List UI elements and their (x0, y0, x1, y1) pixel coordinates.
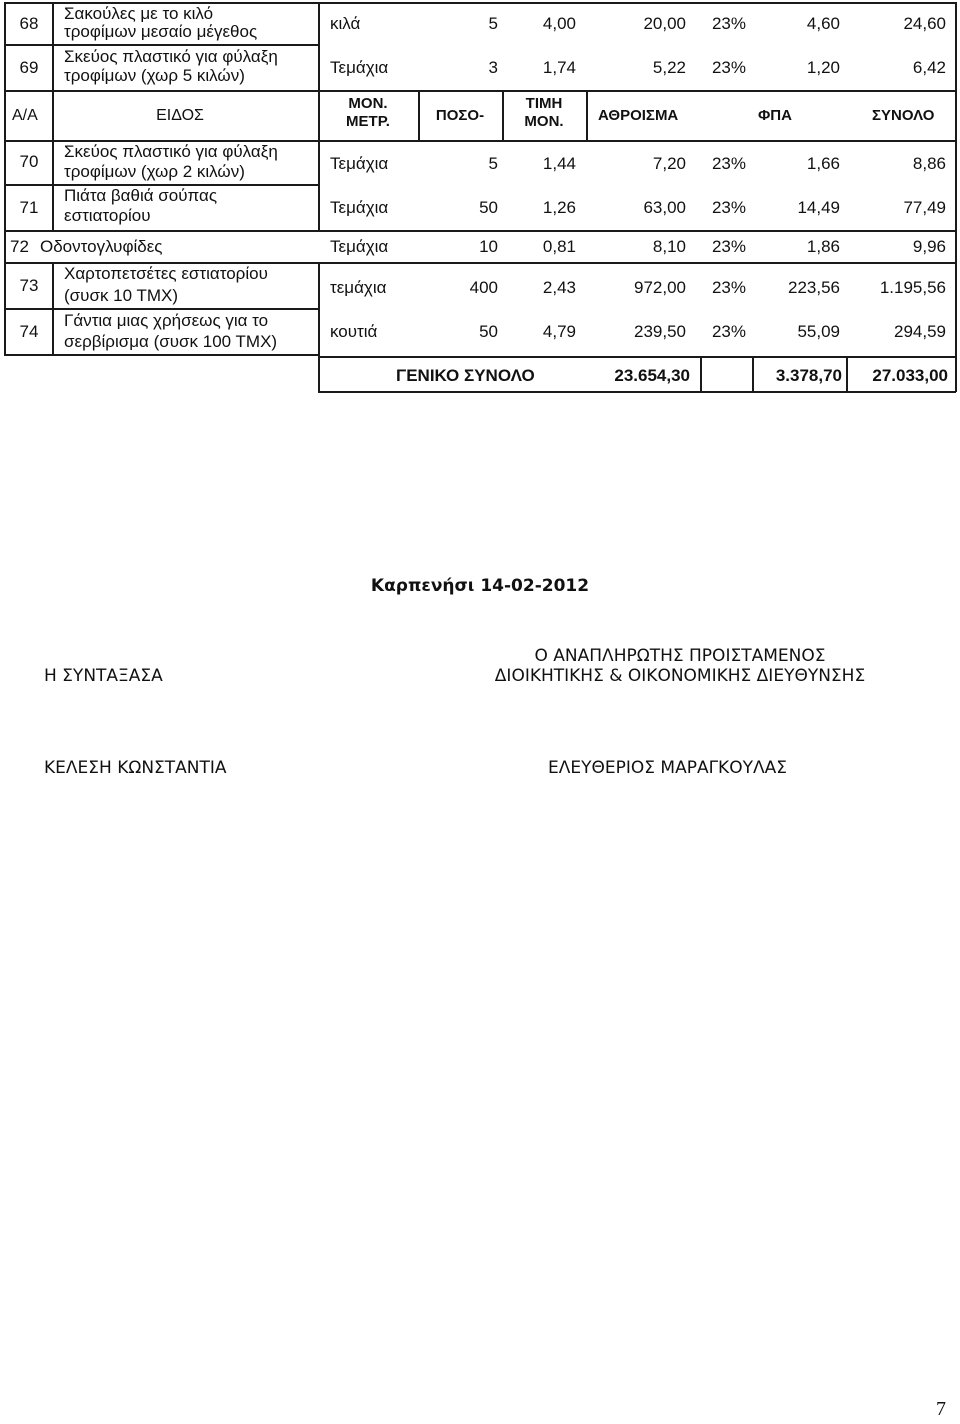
item-description: Οδοντογλυφίδες (40, 237, 163, 256)
vat-amount: 1,86 (806, 237, 840, 256)
unit: Τεμάχια (330, 154, 389, 173)
unit: κουτιά (330, 322, 378, 341)
row-number: 72 (10, 237, 29, 256)
row-number: 74 (19, 322, 39, 341)
total: 1.195,56 (879, 278, 946, 297)
approver-name: ΕΛΕΥΘΕΡΙΟΣ ΜΑΡΑΓΚΟΥΛΑΣ (548, 758, 787, 778)
sum: 63,00 (643, 198, 686, 217)
item-description-cont: τροφίμων (χωρ 2 κιλών) (64, 162, 245, 181)
header-item: ΕΙΔΟΣ (156, 107, 204, 124)
vat-rate: 23% (711, 198, 746, 217)
total: 6,42 (912, 58, 946, 77)
vat-rate: 23% (711, 322, 746, 341)
sum: 239,50 (634, 322, 686, 341)
row-number: 70 (19, 152, 39, 171)
page-number: 7 (936, 1398, 946, 1420)
item-description: Σκεύος πλαστικό για φύλαξη (64, 142, 278, 161)
header-quantity: ΠΟΣΟ- (435, 107, 485, 124)
header-unit-price (504, 95, 584, 131)
quantity: 5 (488, 14, 498, 33)
quantity: 3 (488, 58, 498, 77)
sum: 7,20 (652, 154, 686, 173)
vat-amount: 14,49 (797, 198, 840, 217)
vat-rate: 23% (711, 278, 746, 297)
total: 294,59 (894, 322, 946, 341)
item-description-cont: εστιατορίου (64, 206, 151, 225)
unit-price: 4,00 (542, 14, 576, 33)
header-unit-line2: ΜΕΤΡ. (346, 113, 390, 130)
quantity: 10 (479, 237, 498, 256)
vat-amount: 1,66 (806, 154, 840, 173)
grand-total-total: 27.033,00 (872, 366, 948, 385)
header-price-line1: ΤΙΜΗ (525, 95, 563, 112)
item-description-cont: τροφίμων μεσαίο μέγεθος (64, 22, 258, 41)
quantity: 50 (479, 322, 498, 341)
item-description: Γάντια μιας χρήσεως για το (64, 311, 269, 330)
unit: Τεμάχια (330, 237, 389, 256)
total: 77,49 (903, 198, 946, 217)
unit-price: 1,74 (542, 58, 576, 77)
grand-total-sum: 23.654,30 (614, 366, 690, 385)
item-description-cont: τροφίμων (χωρ 5 κιλών) (64, 66, 245, 85)
grand-total-label: ΓΕΝΙΚΟ ΣΥΝΟΛΟ (396, 366, 535, 385)
row-number: 68 (19, 14, 39, 33)
vat-rate: 23% (711, 154, 746, 173)
item-description: Χαρτοπετσέτες εστιατορίου (64, 264, 268, 283)
sum: 5,22 (652, 58, 686, 77)
unit-price: 0,81 (542, 237, 576, 256)
header-vat: ΦΠΑ (758, 107, 792, 124)
item-description-cont: σερβίρισμα (συσκ 100 ΤΜΧ) (64, 332, 278, 351)
row-number: 71 (19, 198, 39, 217)
place-date: Καρπενήσι 14-02-2012 (370, 576, 590, 596)
vat-amount: 223,56 (788, 278, 840, 297)
item-description: Πιάτα βαθιά σούπας (64, 186, 218, 205)
unit-price: 1,44 (542, 154, 576, 173)
header-unit (330, 95, 406, 131)
sum: 20,00 (643, 14, 686, 33)
unit-price: 1,26 (542, 198, 576, 217)
row-number: 73 (19, 276, 39, 295)
sum: 972,00 (634, 278, 686, 297)
sum: 8,10 (652, 237, 686, 256)
vat-amount: 1,20 (806, 58, 840, 77)
header-aa: Α/Α (12, 107, 38, 124)
vat-rate: 23% (711, 58, 746, 77)
total: 24,60 (903, 14, 946, 33)
row-number: 69 (19, 58, 39, 77)
quantity: 5 (488, 154, 498, 173)
unit: κιλά (330, 14, 361, 33)
header-price-line2: ΜΟΝ. (524, 113, 564, 130)
vat-amount: 55,09 (797, 322, 840, 341)
unit-price: 2,43 (542, 278, 576, 297)
approver-title-line1: Ο ΑΝΑΠΛΗΡΩΤΗΣ ΠΡΟΙΣΤΑΜΕΝΟΣ (534, 646, 826, 666)
header-sum: ΑΘΡΟΙΣΜΑ (598, 107, 679, 124)
header-unit-line1: ΜΟΝ. (348, 95, 388, 112)
grand-total-vat: 3.378,70 (775, 366, 842, 385)
header-total: ΣΥΝΟΛΟ (872, 107, 935, 124)
compiler-title: Η ΣΥΝΤΑΞΑΣΑ (44, 666, 163, 686)
quantity: 400 (469, 278, 498, 297)
total: 8,86 (912, 154, 946, 173)
vat-rate: 23% (711, 14, 746, 33)
quantity: 50 (479, 198, 498, 217)
total: 9,96 (912, 237, 946, 256)
approver-title-line2: ΔΙΟΙΚΗΤΙΚΗΣ & ΟΙΚΟΝΟΜΙΚΗΣ ΔΙΕΥΘΥΝΣΗΣ (494, 666, 866, 686)
unit: Τεμάχια (330, 198, 389, 217)
item-description-cont: (συσκ 10 ΤΜΧ) (64, 286, 179, 305)
compiler-name: ΚΕΛΕΣΗ ΚΩΝΣΤΑΝΤΙΑ (44, 758, 227, 778)
unit: Τεμάχια (330, 58, 389, 77)
unit: τεμάχια (330, 278, 387, 297)
vat-rate: 23% (711, 237, 746, 256)
unit-price: 4,79 (542, 322, 576, 341)
item-description: Σακούλες με το κιλό (64, 4, 214, 23)
item-description: Σκεύος πλαστικό για φύλαξη (64, 47, 278, 66)
vat-amount: 4,60 (806, 14, 840, 33)
